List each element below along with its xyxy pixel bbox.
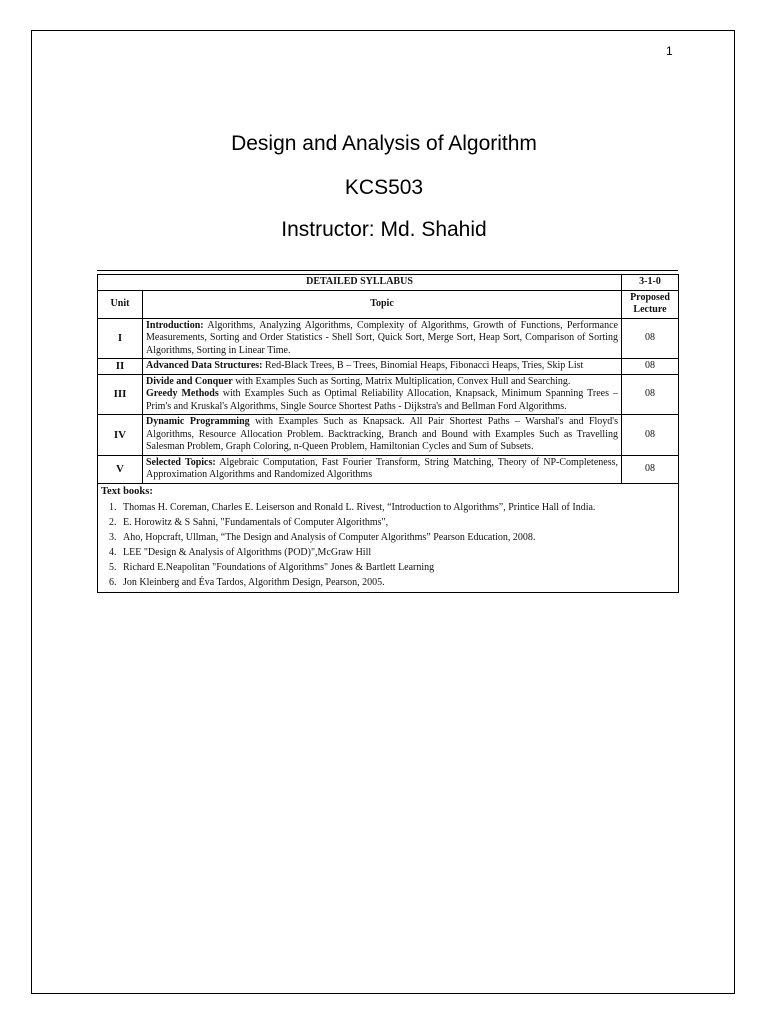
topic-text: Algorithms, Analyzing Algorithms, Complexity of Algorithms, Growth of Functions, Performance Measurements, Sorting and Order Statistics - Shell Sort, Quick Sort, Merge Sort, Heap Sort, Comparison of Sorting Algorithms, Sorting in Linear Time. bbox=[146, 319, 618, 356]
textbook-item: 6. Jon Kleinberg and Éva Tardos, Algorithm Design, Pearson, 2005. bbox=[119, 575, 675, 590]
unit-lectures: 08 bbox=[622, 374, 679, 415]
syllabus-scan bbox=[97, 264, 679, 714]
textbooks-title: Text books: bbox=[101, 485, 153, 497]
textbooks-list bbox=[101, 500, 675, 590]
unit-number: V bbox=[98, 455, 143, 483]
unit-topic bbox=[143, 415, 622, 456]
topic-heading: Introduction: bbox=[146, 319, 204, 331]
unit-lectures: 08 bbox=[622, 359, 679, 375]
topic-heading: Greedy Methods bbox=[146, 388, 219, 399]
col-unit: Unit bbox=[98, 290, 143, 318]
page-number: 1 bbox=[666, 44, 673, 58]
unit-number: I bbox=[98, 318, 143, 359]
unit-topic bbox=[143, 455, 622, 483]
textbook-item: 1. Thomas H. Coreman, Charles E. Leiserson and Ronald L. Rivest, “Introduction to Algorithms”, Printice Hall of India. bbox=[119, 500, 675, 515]
textbooks-row bbox=[98, 483, 679, 593]
top-rule bbox=[97, 270, 678, 271]
textbook-item: 5. Richard E.Neapolitan "Foundations of Algorithms" Jones & Bartlett Learning bbox=[119, 560, 675, 575]
textbook-item: 2. E. Horowitz & S Sahni, "Fundamentals of Computer Algorithms", bbox=[119, 515, 675, 530]
unit-topic bbox=[143, 359, 622, 375]
syllabus-title: DETAILED SYLLABUS bbox=[98, 275, 622, 291]
topic-text: with Examples Such as Sorting, Matrix Multiplication, Convex Hull and Searching. bbox=[232, 375, 571, 387]
col-lecture: Proposed Lecture bbox=[622, 290, 679, 318]
course-code: KCS503 bbox=[344, 176, 424, 199]
syllabus-table bbox=[97, 274, 679, 593]
topic-paragraph bbox=[146, 416, 618, 454]
topic-text: with Examples Such as Optimal Reliability Allocation, Knapsack, Minimum Spanning Trees – Prim's and Kruskal's Algorithms, Single Source Shortest Paths - Dijkstra's and Bellman Ford Algorithms. bbox=[146, 388, 618, 412]
unit-number: IV bbox=[98, 415, 143, 456]
topic-paragraph bbox=[146, 360, 618, 373]
header-row bbox=[98, 290, 679, 318]
unit-lectures: 08 bbox=[622, 455, 679, 483]
topic-heading: Selected Topics: bbox=[146, 456, 216, 468]
credits: 3-1-0 bbox=[622, 275, 679, 291]
syllabus-title-row bbox=[98, 275, 679, 291]
textbook-item: 4. LEE "Design & Analysis of Algorithms (POD)",McGraw Hill bbox=[119, 545, 675, 560]
topic-text: Red-Black Trees, B – Trees, Binomial Heaps, Fibonacci Heaps, Tries, Skip List bbox=[262, 360, 584, 371]
topic-paragraph bbox=[146, 376, 618, 389]
topic-paragraph bbox=[146, 320, 618, 358]
topic-text: with Examples Such as Knapsack. All Pair Shortest Paths – Warshal's and Floyd's Algorithms, Resource Allocation Problem. Backtracking, Branch and Bound with Examples Such as Travelling Salesman Problem, Graph Coloring, n-Queen Problem, Hamiltonian Cycles and Sum of Subsets. bbox=[146, 416, 618, 452]
unit-lectures: 08 bbox=[622, 318, 679, 359]
unit-row bbox=[98, 374, 679, 415]
unit-number: II bbox=[98, 359, 143, 375]
unit-row bbox=[98, 455, 679, 483]
unit-topic bbox=[143, 374, 622, 415]
textbooks-cell bbox=[98, 483, 679, 593]
unit-row bbox=[98, 318, 679, 359]
unit-row bbox=[98, 415, 679, 456]
textbook-item: 3. Aho, Hopcraft, Ullman, “The Design and Analysis of Computer Algorithms” Pearson Education, 2008. bbox=[119, 530, 675, 545]
unit-lectures: 08 bbox=[622, 415, 679, 456]
topic-paragraph bbox=[146, 388, 618, 413]
col-topic: Topic bbox=[143, 290, 622, 318]
topic-heading: Dynamic Programming bbox=[146, 416, 250, 427]
unit-rows bbox=[98, 318, 679, 483]
topic-heading: Divide and Conquer bbox=[146, 375, 233, 387]
topic-paragraph bbox=[146, 457, 618, 482]
unit-number: III bbox=[98, 374, 143, 415]
course-title: Design and Analysis of Algorithm bbox=[231, 132, 537, 155]
instructor-name: Instructor: Md. Shahid bbox=[281, 218, 487, 241]
topic-text: Algebraic Computation, Fast Fourier Transform, String Matching, Theory of NP-Completeness, Approximation Algorithms and Randomized Algorithms bbox=[146, 456, 618, 480]
topic-heading: Advanced Data Structures: bbox=[146, 360, 263, 371]
unit-row bbox=[98, 359, 679, 375]
unit-topic bbox=[143, 318, 622, 359]
